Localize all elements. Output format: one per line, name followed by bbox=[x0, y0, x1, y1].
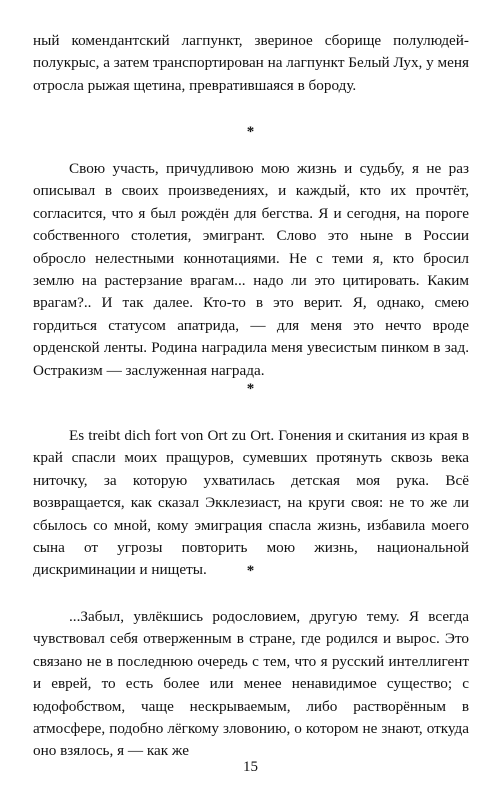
paragraph-emigrant bbox=[33, 158, 469, 382]
paragraph-ancestors bbox=[33, 425, 469, 582]
paragraph-outcast bbox=[33, 606, 469, 763]
section-separator-2: * bbox=[246, 381, 255, 397]
paragraph-1-text: ный комендантский лагпункт, звериное сборище полулюдей-полукрыс, а затем транспортирован на лагпункт Белый Лух, у меня отросла рыжая щетина, превратившаяся в бороду. bbox=[33, 32, 470, 94]
paragraph-3-text: Es treibt dich fort von Ort zu Ort. Гонения и скитания из края в край спасли моих пращуров, сумевших протянуть сквозь века ниточку, за которую ухватилась детская моя рука. Всё возвращается, как сказал Экклезиаст, на круги своя: не то же ли сбылось со мной, кому эмиграция спасла жизнь, избавила моего сына от угрозы повторить мою жизнь, национальной дискриминации и нищеты. bbox=[33, 427, 469, 579]
page-number: 15 bbox=[243, 759, 258, 775]
paragraph-2-text: Свою участь, причудливою мою жизнь и судьбу, я не раз описывал в своих произведениях, и каждый, кто их прочтёт, согласится, что я был рождён для бегства. Я и сегодня, на пороге собственного столетия, эмигрант. Слово это ныне в России обросло нелестными коннотациями. Не с теми я, кто бросил землю на растерзание врагам... надо ли это цитировать. Каким врагам?.. И так далее. Кто-то в это верит. Я, однако, смею гордиться статусом апатрида, — для меня это нечто вроде орденской ленты. Родина наградила меня увесистым пинком в зад. Остракизм — заслуженная награда. bbox=[33, 160, 469, 379]
section-separator-3: * bbox=[246, 563, 255, 579]
paragraph-continuation bbox=[33, 30, 469, 97]
paragraph-4-text: ...Забыл, увлёкшись родословием, другую тему. Я всегда чувствовал себя отверженным в стране, где родился и вырос. Это связано не в последнюю очередь с тем, что я русский интеллигент и еврей, то есть более или менее ненавидимое существо; с юдофобством, чаще нескрываемым, либо растворённым в атмосфере, подобно лёгкому зловонию, о котором не знают, откуда оно взялось, я — как же bbox=[33, 608, 469, 760]
section-separator-1: * bbox=[246, 124, 255, 140]
